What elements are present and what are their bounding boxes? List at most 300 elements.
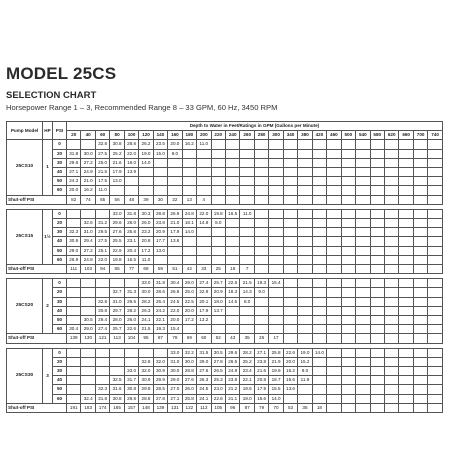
psi-cell: 60: [53, 186, 67, 195]
gpm-cell: [197, 177, 211, 186]
gpm-cell: [283, 237, 297, 246]
gpm-cell: 31.8: [153, 279, 167, 288]
gpm-cell: 13.9: [124, 168, 138, 177]
gpm-cell: [341, 228, 355, 237]
gpm-cell: 33.0: [139, 279, 153, 288]
gpm-cell: [225, 149, 239, 158]
gpm-cell: [399, 288, 413, 297]
gpm-cell: [356, 246, 370, 255]
gpm-cell: [211, 325, 225, 334]
gpm-cell: 13.2: [197, 316, 211, 325]
gpm-cell: 15.6: [283, 376, 297, 385]
gpm-cell: [240, 158, 254, 167]
gpm-cell: 23.2: [139, 228, 153, 237]
gpm-cell: [384, 279, 398, 288]
gpm-cell: 11.0: [95, 186, 109, 195]
gpm-cell: 21.5: [95, 168, 109, 177]
gpm-cell: [413, 279, 427, 288]
gpm-cell: 30.5: [81, 316, 95, 325]
shutoff-label: Shut-off PSI: [7, 334, 67, 343]
shutoff-cell: [211, 195, 225, 204]
gpm-cell: [283, 209, 297, 218]
gpm-cell: [298, 140, 312, 149]
psi-cell: 40: [53, 306, 67, 315]
gpm-cell: [341, 376, 355, 385]
psi-cell: 50: [53, 385, 67, 394]
gpm-cell: 19.6: [240, 385, 254, 394]
gpm-cell: [399, 325, 413, 334]
gpm-cell: [356, 367, 370, 376]
gpm-cell: [370, 209, 384, 218]
gpm-cell: [327, 158, 341, 167]
gpm-cell: [327, 168, 341, 177]
gpm-cell: [341, 158, 355, 167]
gpm-cell: 8.0: [240, 297, 254, 306]
shutoff-cell: [312, 265, 326, 274]
shutoff-cell: 113: [110, 334, 124, 343]
gpm-cell: [67, 297, 81, 306]
gpm-cell: 28.8: [139, 394, 153, 403]
gpm-cell: [384, 288, 398, 297]
gpm-cell: [298, 209, 312, 218]
gpm-cell: 8.0: [168, 149, 182, 158]
gpm-cell: [356, 385, 370, 394]
gpm-cell: [197, 228, 211, 237]
gpm-cell: [327, 316, 341, 325]
gpm-cell: [298, 316, 312, 325]
gpm-cell: [312, 177, 326, 186]
gpm-cell: 15.0: [153, 149, 167, 158]
gpm-cell: 11.0: [197, 140, 211, 149]
shutoff-cell: 42: [182, 265, 196, 274]
depth-cell: 60: [95, 131, 109, 140]
gpm-cell: 33.0: [110, 209, 124, 218]
gpm-cell: [370, 385, 384, 394]
gpm-cell: [413, 306, 427, 315]
gpm-cell: 22.6: [283, 348, 297, 357]
psi-cell: 60: [53, 325, 67, 334]
gpm-cell: 27.6: [110, 228, 124, 237]
gpm-cell: [399, 177, 413, 186]
gpm-cell: 29.0: [67, 246, 81, 255]
depth-cell: 420: [312, 131, 326, 140]
shutoff-cell: 130: [81, 334, 95, 343]
gpm-cell: 11.0: [240, 209, 254, 218]
shutoff-cell: 87: [240, 403, 254, 412]
psi-cell: 50: [53, 316, 67, 325]
gpm-cell: [225, 306, 239, 315]
gpm-cell: [356, 348, 370, 357]
gpm-cell: [327, 246, 341, 255]
gpm-cell: [153, 186, 167, 195]
shutoff-cell: 22: [168, 195, 182, 204]
gpm-cell: 30.9: [67, 237, 81, 246]
gpm-cell: 22.9: [197, 288, 211, 297]
gpm-cell: [428, 255, 443, 264]
gpm-cell: [341, 186, 355, 195]
gpm-cell: 24.1: [139, 316, 153, 325]
gpm-cell: 8.0: [298, 367, 312, 376]
gpm-cell: [399, 168, 413, 177]
gpm-cell: [298, 394, 312, 403]
gpm-cell: [312, 140, 326, 149]
gpm-cell: [356, 228, 370, 237]
gpm-cell: [124, 348, 138, 357]
gpm-cell: [312, 325, 326, 334]
hp-cell: 1: [43, 140, 53, 195]
gpm-cell: 30.0: [168, 367, 182, 376]
gpm-cell: [370, 177, 384, 186]
gpm-cell: [269, 158, 283, 167]
depth-cell: 340: [283, 131, 297, 140]
gpm-cell: 30.0: [139, 288, 153, 297]
shutoff-cell: 174: [95, 403, 109, 412]
gpm-cell: [384, 246, 398, 255]
gpm-cell: [211, 316, 225, 325]
gpm-cell: [95, 357, 109, 366]
shutoff-cell: 56: [110, 195, 124, 204]
gpm-cell: [283, 246, 297, 255]
gpm-cell: 29.0: [197, 357, 211, 366]
gpm-cell: 21.5: [240, 279, 254, 288]
gpm-cell: [254, 246, 268, 255]
gpm-cell: 13.0: [110, 177, 124, 186]
gpm-cell: [269, 325, 283, 334]
shutoff-cell: [240, 195, 254, 204]
gpm-cell: 19.9: [269, 367, 283, 376]
gpm-cell: 31.0: [81, 228, 95, 237]
gpm-cell: [283, 186, 297, 195]
gpm-cell: 29.9: [153, 376, 167, 385]
gpm-cell: [428, 306, 443, 315]
gpm-cell: [153, 177, 167, 186]
gpm-cell: [356, 140, 370, 149]
gpm-cell: 30.8: [95, 306, 109, 315]
gpm-cell: 30.9: [139, 376, 153, 385]
shutoff-cell: [283, 195, 297, 204]
gpm-cell: 21.5: [139, 325, 153, 334]
shutoff-cell: 148: [139, 403, 153, 412]
shutoff-cell: [225, 195, 239, 204]
gpm-cell: 13.0: [153, 246, 167, 255]
gpm-cell: 32.6: [81, 219, 95, 228]
table-row: [7, 186, 443, 195]
shutoff-cell: [327, 195, 341, 204]
table-row: [7, 367, 443, 376]
gpm-cell: [413, 177, 427, 186]
shutoff-cell: [356, 403, 370, 412]
depth-cell: 460: [327, 131, 341, 140]
gpm-cell: [81, 306, 95, 315]
table-row: [7, 385, 443, 394]
gpm-cell: [384, 140, 398, 149]
gpm-cell: [341, 325, 355, 334]
shutoff-cell: 65: [95, 195, 109, 204]
gpm-cell: [211, 140, 225, 149]
gpm-cell: 22.0: [197, 209, 211, 218]
gpm-cell: [283, 177, 297, 186]
gpm-cell: [139, 348, 153, 357]
gpm-cell: [197, 186, 211, 195]
gpm-cell: [399, 158, 413, 167]
depth-cell: 280: [254, 131, 268, 140]
gpm-cell: 22.5: [182, 297, 196, 306]
gpm-cell: [428, 186, 443, 195]
gpm-cell: [211, 186, 225, 195]
gpm-cell: [312, 316, 326, 325]
gpm-cell: [327, 219, 341, 228]
shutoff-cell: 121: [95, 334, 109, 343]
shutoff-cell: 53: [283, 403, 297, 412]
gpm-cell: [298, 237, 312, 246]
gpm-cell: [327, 228, 341, 237]
gpm-cell: 23.4: [240, 367, 254, 376]
hp-cell: 3: [43, 348, 53, 403]
gpm-cell: 22.6: [124, 325, 138, 334]
gpm-cell: [413, 209, 427, 218]
gpm-cell: [428, 316, 443, 325]
gpm-cell: [225, 186, 239, 195]
shutoff-cell: [269, 195, 283, 204]
gpm-cell: [312, 376, 326, 385]
gpm-cell: 22.6: [211, 394, 225, 403]
gpm-cell: 26.5: [225, 357, 239, 366]
gpm-cell: [370, 237, 384, 246]
gpm-cell: [168, 255, 182, 264]
gpm-cell: [399, 209, 413, 218]
gpm-cell: 23.8: [254, 357, 268, 366]
gpm-cell: [341, 246, 355, 255]
gpm-cell: [110, 348, 124, 357]
gpm-cell: [399, 237, 413, 246]
gpm-cell: 20.8: [139, 237, 153, 246]
gpm-cell: [197, 168, 211, 177]
gpm-cell: [370, 357, 384, 366]
gpm-cell: 27.0: [168, 385, 182, 394]
pump-model-cell: 25CS10: [7, 140, 43, 195]
depth-cell: 740: [428, 131, 443, 140]
gpm-cell: [211, 168, 225, 177]
gpm-cell: [413, 348, 427, 357]
gpm-cell: 17.9: [254, 385, 268, 394]
gpm-cell: [254, 140, 268, 149]
shutoff-cell: 191: [67, 403, 81, 412]
gpm-cell: 24.3: [67, 177, 81, 186]
gpm-cell: [327, 186, 341, 195]
gpm-cell: 14.0: [182, 228, 196, 237]
shutoff-cell: 7: [240, 265, 254, 274]
gpm-cell: [384, 297, 398, 306]
gpm-cell: [341, 385, 355, 394]
gpm-cell: [428, 237, 443, 246]
gpm-cell: 30.8: [110, 140, 124, 149]
shutoff-cell: 111: [67, 265, 81, 274]
gpm-cell: 31.6: [110, 385, 124, 394]
gpm-cell: [312, 357, 326, 366]
shutoff-cell: [298, 265, 312, 274]
shutoff-cell: 48: [124, 195, 138, 204]
psi-cell: 30: [53, 367, 67, 376]
gpm-cell: [428, 357, 443, 366]
gpm-cell: 22.0: [168, 306, 182, 315]
gpm-cell: [81, 348, 95, 357]
gpm-cell: [182, 158, 196, 167]
shutoff-cell: 18: [312, 403, 326, 412]
gpm-cell: 31.0: [168, 357, 182, 366]
gpm-cell: 29.6: [110, 219, 124, 228]
table-row: [7, 306, 443, 315]
depth-cell: 200: [197, 131, 211, 140]
gpm-cell: [384, 385, 398, 394]
gpm-cell: [413, 228, 427, 237]
gpm-cell: 19.0: [298, 348, 312, 357]
gpm-cell: [413, 297, 427, 306]
depth-cell: 40: [81, 131, 95, 140]
gpm-cell: [67, 385, 81, 394]
gpm-cell: [240, 246, 254, 255]
gpm-cell: [211, 228, 225, 237]
shutoff-cell: [384, 195, 398, 204]
gpm-cell: [356, 168, 370, 177]
depth-cell: 540: [356, 131, 370, 140]
shutoff-cell: 33: [197, 265, 211, 274]
gpm-cell: 29.0: [81, 325, 95, 334]
gpm-cell: 30.4: [168, 279, 182, 288]
depth-cell: 20: [67, 131, 81, 140]
gpm-cell: [399, 149, 413, 158]
gpm-cell: 20.9: [153, 228, 167, 237]
gpm-cell: [298, 297, 312, 306]
gpm-cell: [283, 297, 297, 306]
gpm-cell: [254, 168, 268, 177]
gpm-cell: [95, 348, 109, 357]
shutoff-cell: [413, 265, 427, 274]
gpm-cell: [356, 177, 370, 186]
shutoff-cell: [370, 334, 384, 343]
gpm-cell: [341, 237, 355, 246]
shutoff-cell: 74: [81, 195, 95, 204]
shutoff-cell: [327, 265, 341, 274]
gpm-cell: 20.0: [168, 140, 182, 149]
gpm-cell: [67, 306, 81, 315]
gpm-cell: 16.2: [81, 186, 95, 195]
psi-cell: 20: [53, 288, 67, 297]
gpm-cell: [399, 255, 413, 264]
gpm-cell: 16.5: [225, 209, 239, 218]
gpm-cell: [384, 348, 398, 357]
gpm-cell: 25.8: [182, 394, 196, 403]
depth-cell: 80: [110, 131, 124, 140]
gpm-cell: [341, 140, 355, 149]
gpm-cell: 13.7: [211, 306, 225, 315]
gpm-cell: [413, 376, 427, 385]
gpm-cell: [67, 357, 81, 366]
gpm-cell: [139, 168, 153, 177]
shutoff-cell: 105: [211, 403, 225, 412]
gpm-cell: [327, 348, 341, 357]
gpm-cell: [269, 306, 283, 315]
gpm-cell: 20.1: [197, 297, 211, 306]
gpm-cell: [283, 394, 297, 403]
gpm-cell: 29.6: [225, 348, 239, 357]
gpm-cell: [428, 228, 443, 237]
gpm-cell: [428, 140, 443, 149]
gpm-cell: [327, 279, 341, 288]
gpm-cell: [356, 297, 370, 306]
gpm-cell: 27.5: [95, 237, 109, 246]
gpm-cell: [384, 255, 398, 264]
table-row: [7, 297, 443, 306]
psi-cell: 0: [53, 140, 67, 149]
shutoff-cell: 70: [269, 403, 283, 412]
gpm-cell: 29.0: [182, 279, 196, 288]
shutoff-cell: 26: [254, 334, 268, 343]
shutoff-cell: 78: [168, 334, 182, 343]
gpm-cell: [370, 186, 384, 195]
gpm-cell: [327, 357, 341, 366]
gpm-cell: [182, 255, 196, 264]
gpm-cell: 11.0: [139, 255, 153, 264]
gpm-cell: 30.4: [67, 325, 81, 334]
gpm-cell: [269, 168, 283, 177]
gpm-cell: 25.5: [110, 237, 124, 246]
gpm-cell: [283, 288, 297, 297]
gpm-cell: [327, 288, 341, 297]
gpm-cell: [428, 219, 443, 228]
gpm-cell: 25.0: [182, 288, 196, 297]
gpm-cell: 26.0: [182, 385, 196, 394]
gpm-cell: 28.8: [153, 209, 167, 218]
gpm-cell: [283, 255, 297, 264]
gpm-cell: [384, 219, 398, 228]
gpm-cell: [67, 367, 81, 376]
gpm-cell: 32.8: [95, 297, 109, 306]
shutoff-cell: 51: [168, 265, 182, 274]
gpm-cell: [298, 149, 312, 158]
gpm-cell: 32.0: [139, 367, 153, 376]
gpm-cell: 29.8: [139, 385, 153, 394]
gpm-cell: 22.0: [95, 255, 109, 264]
psi-cell: 40: [53, 237, 67, 246]
gpm-cell: [413, 357, 427, 366]
gpm-cell: [312, 367, 326, 376]
gpm-cell: 23.5: [153, 140, 167, 149]
table-row: [7, 158, 443, 167]
gpm-cell: 27.4: [197, 279, 211, 288]
gpm-cell: [312, 297, 326, 306]
shutoff-cell: 30: [153, 195, 167, 204]
gpm-cell: [413, 316, 427, 325]
gpm-cell: [356, 316, 370, 325]
gpm-cell: [225, 246, 239, 255]
gpm-cell: 27.5: [95, 149, 109, 158]
gpm-cell: 15.2: [298, 357, 312, 366]
gpm-cell: [413, 186, 427, 195]
gpm-cell: [341, 297, 355, 306]
gpm-cell: [81, 376, 95, 385]
gpm-cell: [153, 255, 167, 264]
gpm-cell: [254, 306, 268, 315]
gpm-cell: 28.6: [153, 288, 167, 297]
shutoff-cell: [269, 265, 283, 274]
gpm-cell: 25.7: [110, 325, 124, 334]
depth-cell: 160: [168, 131, 182, 140]
depth-cell: 260: [240, 131, 254, 140]
gpm-cell: [67, 348, 81, 357]
gpm-cell: [399, 297, 413, 306]
shutoff-cell: 43: [225, 334, 239, 343]
shutoff-cell: 139: [67, 334, 81, 343]
